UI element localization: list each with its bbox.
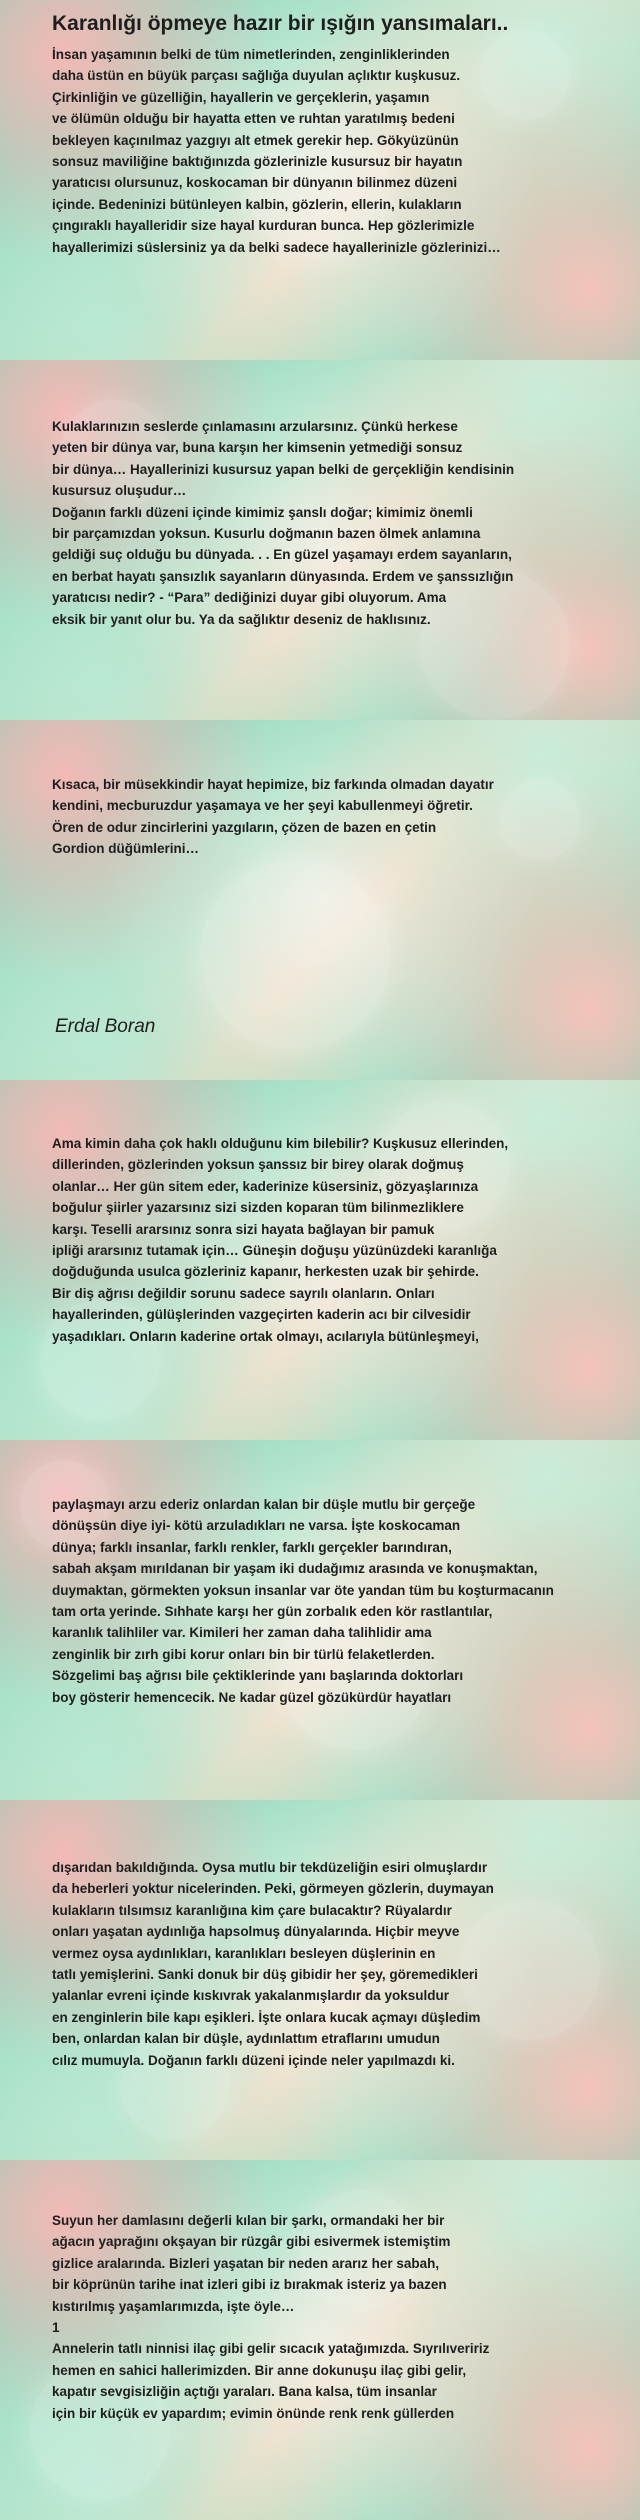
text-line: Gordion düğümlerini… bbox=[52, 841, 199, 857]
text-panel-6 bbox=[0, 1800, 640, 2160]
text-line: sonsuz maviliğine baktığınızda gözlerinizle kusursuz bir hayatın bbox=[52, 154, 463, 170]
text-line: tam orta yerinde. Sıhhate karşı her gün zorbalık eden kör rastlantılar, bbox=[52, 1604, 493, 1620]
text-line: gizlice aralarında. Bizleri yaşatan bir neden ararız her sabah, bbox=[52, 2255, 440, 2271]
text-line: bir dünya… Hayallerinizi kusursuz yapan belki de gerçekliğin kendisinin bbox=[52, 461, 515, 477]
text-line: geldiği suç olduğu bu dünyada. . . En güzel yaşamayı erdem sayanların, bbox=[52, 547, 512, 563]
paragraph-7 bbox=[52, 2210, 489, 2424]
text-line: içinde. Bedeninizi bütünleyen kalbin, gözlerin, ellerin, kulakların bbox=[52, 196, 462, 212]
text-line: ipliği ararsınız tutamak için… Güneşin doğuşu yüzünüzdeki karanlığa bbox=[52, 1243, 497, 1259]
text-line: Kısaca, bir müsekkindir hayat hepimize, biz farkında olmadan dayatır bbox=[52, 777, 494, 792]
text-line: dillerinden, gözlerinden yoksun şanssız bir birey olarak doğmuş bbox=[52, 1157, 464, 1173]
text-line: 1 bbox=[52, 2320, 60, 2336]
text-line: tatlı yemişlerini. Sanki donuk bir düş gibidir her şey, göremedikleri bbox=[52, 1967, 478, 1983]
text-panel-5 bbox=[0, 1440, 640, 1800]
text-line: kendini, mecburuzdur yaşamaya ve her şeyi kabullenmeyi öğretir. bbox=[52, 798, 473, 814]
text-line: Sözgelimi baş ağrısı bile çektiklerinde yanı başlarında doktorları bbox=[52, 1668, 464, 1684]
text-line: için bir küçük ev yapardım; evimin önünde renk renk güllerden bbox=[52, 2405, 455, 2421]
text-line: Ama kimin daha çok haklı olduğunu kim bilebilir? Kuşkusuz ellerinden, bbox=[52, 1136, 509, 1151]
text-line: zenginlik bir zırh gibi korur onları bin bir türlü felaketlerden. bbox=[52, 1646, 435, 1662]
text-line: daha üstün en büyük parçası sağlığa duyulan açlıktır kuşkusuz. bbox=[52, 68, 461, 84]
paragraph-6 bbox=[52, 1857, 494, 2071]
text-line: hayallerimizi süslersiniz ya da belki sadece hayallerinizle gözlerinizi… bbox=[52, 239, 501, 255]
text-line: onları yaşatan aydınlığa hapsolmuş dünyalarında. Hiçbir meyve bbox=[52, 1924, 460, 1940]
text-panel-2 bbox=[0, 360, 640, 720]
text-line: karşı. Teselli ararsınız sonra sizi hayata bağlayan bir pamuk bbox=[52, 1221, 435, 1237]
text-line: Doğanın farklı düzeni içinde kimimiz şanslı doğar; kimimiz önemli bbox=[52, 504, 473, 520]
text-panel-7 bbox=[0, 2160, 640, 2520]
text-line: en berbat hayatı şansızlık sayanların dünyasında. Erdem ve şanssızlığın bbox=[52, 568, 514, 584]
text-line: İnsan yaşamının belki de tüm nimetlerinden, zenginliklerinden bbox=[52, 47, 450, 62]
bokeh-light bbox=[500, 780, 580, 860]
text-line: boğulur şiirler yazarsınız sizi sizden koparan tüm bilinmezliklere bbox=[52, 1200, 464, 1216]
text-line: ben, onlardan kalan bir düşle, aydınlattım etraflarını umudun bbox=[52, 2031, 440, 2047]
text-line: sabah akşam mırıldanan bir yaşam iki dudağımız arasında ve konuşmaktan, bbox=[52, 1561, 538, 1577]
text-line: dünya; farklı insanlar, farklı renkler, farklı gerçekler barındıran, bbox=[52, 1539, 452, 1555]
text-line: çıngıraklı hayalleridir size hayal kurduran bunca. Hep gözlerimizle bbox=[52, 218, 475, 234]
page-title: Karanlığı öpmeye hazır bir ışığın yansımaları.. bbox=[52, 12, 509, 35]
text-line: kusursuz oluşudur… bbox=[52, 483, 187, 499]
text-line: kıstırılmış yaşamlarımızda, işte öyle… bbox=[52, 2298, 295, 2314]
paragraph-2 bbox=[52, 416, 514, 630]
text-panel-3 bbox=[0, 720, 640, 1080]
text-line: Kulaklarınızın seslerde çınlamasını arzularsınız. Çünkü herkese bbox=[52, 419, 458, 434]
paragraph-4 bbox=[52, 1133, 508, 1347]
text-panel-4 bbox=[0, 1080, 640, 1440]
text-line: Çirkinliğin ve güzelliğin, hayallerin ve gerçeklerin, yaşamın bbox=[52, 89, 430, 105]
text-line: kapatır sevgisizliğin açtığı yaraları. Bana kalsa, tüm insanlar bbox=[52, 2384, 437, 2400]
text-line: Ören de odur zincirlerini yazgıların, çözen de bazen en çetin bbox=[52, 819, 437, 835]
text-line: hayallerinden, gülüşlerinden vazgeçirten kaderin acı bir cilvesidir bbox=[52, 1307, 471, 1323]
text-line: ve ölümün olduğu bir hayatta etten ve ruhtan yaratılmış bedeni bbox=[52, 111, 455, 127]
paragraph-5 bbox=[52, 1494, 554, 1708]
text-line: cılız mumuyla. Doğanın farklı düzeni içinde neler yapılmazdı ki. bbox=[52, 2052, 455, 2068]
text-line: Bir diş ağrısı değildir sorunu sadece sayrılı olanların. Onları bbox=[52, 1285, 435, 1301]
text-line: dışarıdan bakıldığında. Oysa mutlu bir tekdüzeliğin esiri olmuşlardır bbox=[52, 1860, 488, 1875]
text-line: doğduğunda usulca gözleriniz kapanır, herkesten uzak bir şehirde. bbox=[52, 1264, 479, 1280]
text-line: yeten bir dünya var, buna karşın her kimsenin yetmediği sonsuz bbox=[52, 440, 463, 456]
text-line: bir köprünün tarihe inat izleri gibi iz bırakmak isteriz ya bazen bbox=[52, 2277, 447, 2293]
text-panel-1 bbox=[0, 0, 640, 360]
text-line: yalanlar evreni içinde kıskıvrak yakalanmışlardır da yoksuldur bbox=[52, 1988, 449, 2004]
text-line: eksik bir yanıt olur bu. Ya da sağlıktır deseniz de haklısınız. bbox=[52, 611, 431, 627]
text-line: Annelerin tatlı ninnisi ilaç gibi gelir sıcacık yatağımızda. Sıyrılıveririz bbox=[52, 2341, 490, 2357]
text-line: paylaşmayı arzu ederiz onlardan kalan bir düşle mutlu bir gerçeğe bbox=[52, 1497, 476, 1512]
text-line: bir parçamızdan yoksun. Kusurlu doğmanın bazen ölmek anlamına bbox=[52, 526, 481, 542]
text-line: kulakların tılsımsız karanlığına kim çare bulacaktır? Rüyalardır bbox=[52, 1902, 452, 1918]
text-line: en zenginlerin bile kapı eşikleri. İşte onlara kucak açmayı düşledim bbox=[52, 2009, 481, 2025]
text-line: duymaktan, görmekten yoksun insanlar var öte yandan tüm bu koşturmacanın bbox=[52, 1582, 554, 1598]
text-line: yaşadıkları. Onların kaderine ortak olmayı, acılarıyla bütünleşmeyi, bbox=[52, 1328, 479, 1344]
paragraph-3 bbox=[52, 774, 494, 860]
text-line: da heberleri yoktur nicelerinden. Peki, görmeyen gözlerin, duymayan bbox=[52, 1881, 494, 1897]
text-line: boy gösterir hemencecik. Ne kadar güzel gözükürdür hayatları bbox=[52, 1689, 452, 1705]
text-line: ağacın yaprağını okşayan bir rüzgâr gibi esivermek istemiştim bbox=[52, 2234, 451, 2250]
bokeh-light bbox=[200, 860, 390, 1050]
paragraph-1 bbox=[52, 44, 501, 258]
text-line: yaratıcısı olursunuz, koskocaman bir dünyanın bilinmez düzeni bbox=[52, 175, 458, 191]
text-line: dönüşsün diye iyi- kötü arzuladıkları ne varsa. İşte koskocaman bbox=[52, 1518, 461, 1534]
text-line: yaratıcısı nedir? - “Para” dediğinizi duyar gibi oluyorum. Ama bbox=[52, 590, 447, 606]
text-line: Suyun her damlasını değerli kılan bir şarkı, ormandaki her bir bbox=[52, 2213, 445, 2228]
text-line: olanlar… Her gün sitem eder, kaderinize küsersiniz, gözyaşlarınıza bbox=[52, 1178, 479, 1194]
text-line: vermez oysa aydınlıkları, karanlıkları besleyen düşlerinin en bbox=[52, 1945, 436, 1961]
text-line: karanlık talihliler var. Kimileri her zaman daha talihlidir ama bbox=[52, 1625, 432, 1641]
author-signature: Erdal Boran bbox=[55, 1016, 156, 1037]
text-line: bekleyen kaçınılmaz yazgıyı alt etmek gerekir hep. Gökyüzünün bbox=[52, 132, 459, 148]
text-line: hemen en sahici hallerimizden. Bir anne dokunuşu ilaç gibi gelir, bbox=[52, 2362, 467, 2378]
